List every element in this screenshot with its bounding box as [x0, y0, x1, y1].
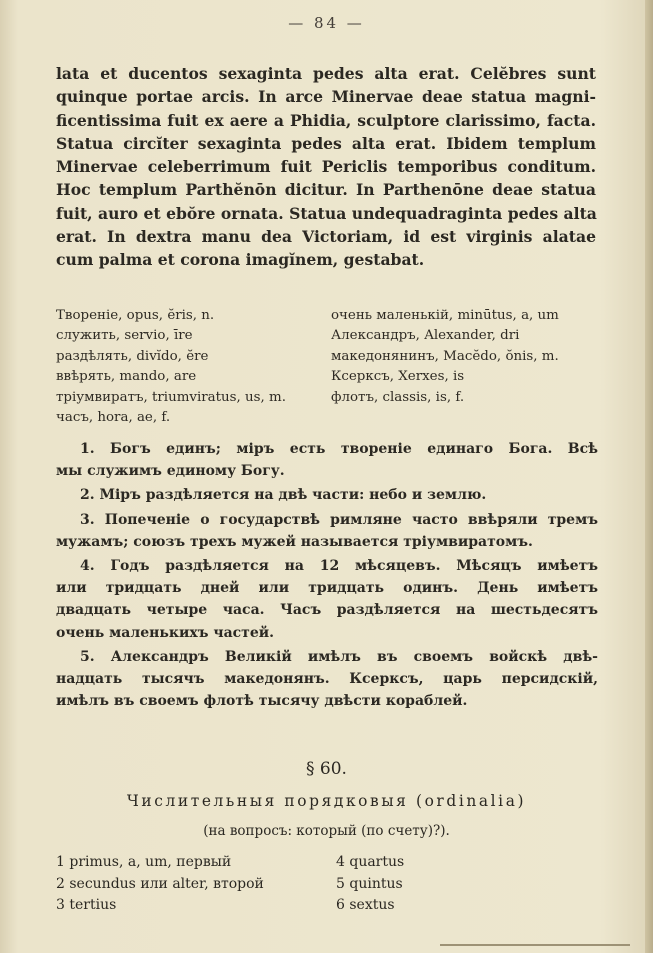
- text-line: erat. In dextra manu dea Victoriam, id est virginis alatae: [56, 227, 596, 247]
- text-line: cum palma et corona imagĭnem, gestabat.: [56, 250, 425, 270]
- latin-reading-text: [56, 62, 596, 272]
- page-number: — 84 —: [288, 14, 365, 32]
- page-edge: [645, 0, 653, 953]
- numeral-entry: 2 secundus или alter, второй: [56, 875, 264, 892]
- text-line: Statua circĭter sexaginta pedes alta erat. Ibidem templum: [56, 133, 596, 153]
- exercise-list: [56, 438, 598, 714]
- numeral-entry: 5 quintus: [336, 875, 403, 892]
- exercise-line: имѣлъ въ своемъ флотѣ тысячу двѣсти кораблей.: [56, 693, 468, 710]
- numeral-row: [56, 895, 536, 917]
- text-line: ficentissima fuit ex aere a Phidia, sculptore clarissimo, facta.: [56, 110, 596, 130]
- section-subheading: (на вопросъ: который (по счету)?).: [203, 823, 450, 839]
- vocab-row: [56, 306, 601, 326]
- vocab-row: [56, 367, 601, 387]
- exercise-line: мы служимъ единому Богу.: [56, 463, 285, 480]
- exercise-item: [56, 646, 598, 713]
- text-line: lata et ducentos sexaginta pedes alta erat. Celĕbres sunt: [56, 64, 596, 83]
- exercise-line: надцать тысячъ македонянъ. Ксерксъ, царь персидскiй,: [56, 671, 598, 688]
- vocab-entry: [331, 408, 601, 428]
- vocab-entry: раздѣлять, divĭdo, ĕre: [56, 348, 209, 364]
- exercise-line: двадцать четыре часа. Часъ раздѣляется на шестьдесятъ: [56, 602, 598, 619]
- vocab-entry: очень маленькiй, minūtus, a, um: [331, 308, 559, 323]
- text-line: quinque portae arcis. In arce Minervae deae statua magni-: [56, 87, 596, 107]
- vocab-entry: Ксерксъ, Xerxes, is: [331, 369, 465, 385]
- exercise-line: 4. Годъ раздѣляется на 12 мѣсяцевъ. Мѣсяцъ имѣетъ: [80, 558, 598, 575]
- vocab-entry: флотъ, classis, is, f.: [331, 389, 465, 405]
- exercise-item: [56, 438, 598, 482]
- text-line: Minervae celeberrimum fuit Periclis temporibus conditum.: [56, 157, 596, 177]
- numeral-entry: 1 primus, a, um, первый: [56, 854, 232, 870]
- vocab-entry: трiумвиратъ, triumviratus, us, m.: [56, 389, 286, 405]
- exercise-line: 2. Мiръ раздѣляется на двѣ части: небо и землю.: [80, 487, 487, 504]
- vocab-row: [56, 347, 601, 367]
- exercise-line: мужамъ; союзъ трехъ мужей называется трiумвиратомъ.: [56, 533, 533, 550]
- footer-rule: [440, 944, 630, 946]
- vocab-row: [56, 408, 601, 428]
- vocab-entry: ввѣрять, mando, are: [56, 369, 197, 385]
- numeral-row: [56, 874, 536, 896]
- section-number: § 60.: [306, 759, 347, 779]
- vocab-entry: часъ, hora, ae, f.: [56, 410, 171, 426]
- exercise-line: очень маленькихъ частей.: [56, 624, 275, 641]
- section-heading: Числительныя порядковыя (ordinalia): [126, 792, 527, 810]
- exercise-line: 1. Богъ единъ; мiръ есть творенiе единаго Бога. Всѣ: [80, 441, 598, 457]
- vocabulary-list: [56, 306, 601, 428]
- vocab-row: [56, 326, 601, 346]
- exercise-item: [56, 509, 598, 553]
- numeral-entry: 6 sextus: [336, 897, 395, 913]
- exercise-item: [56, 484, 598, 506]
- exercise-line: 5. Александръ Великiй имѣлъ въ своемъ войскѣ двѣ-: [80, 648, 598, 665]
- numeral-row: [56, 852, 536, 874]
- exercise-line: или тридцать дней или тридцать одинъ. День имѣетъ: [56, 580, 598, 597]
- vocab-entry: македонянинъ, Macĕdo, ŏnis, m.: [331, 348, 559, 364]
- exercise-item: [56, 555, 598, 644]
- vocab-row: [56, 388, 601, 408]
- vocab-entry: служить, servio, īre: [56, 328, 193, 344]
- vocab-entry: Александръ, Alexander, dri: [331, 328, 520, 344]
- numeral-entry: 4 quartus: [336, 854, 405, 870]
- vocab-entry: Творенiе, opus, ĕris, n.: [56, 308, 215, 323]
- text-line: Hoc templum Parthĕnōn dicitur. In Parthenōne deae statua: [56, 180, 596, 200]
- exercise-line: 3. Попеченiе о государствѣ римляне часто ввѣряли тремъ: [80, 511, 598, 528]
- text-line: fuit, auro et ebŏre ornata. Statua undequadraginta pedes alta: [56, 203, 597, 223]
- ordinal-numerals-list: [56, 852, 536, 917]
- numeral-entry: 3 tertius: [56, 897, 117, 913]
